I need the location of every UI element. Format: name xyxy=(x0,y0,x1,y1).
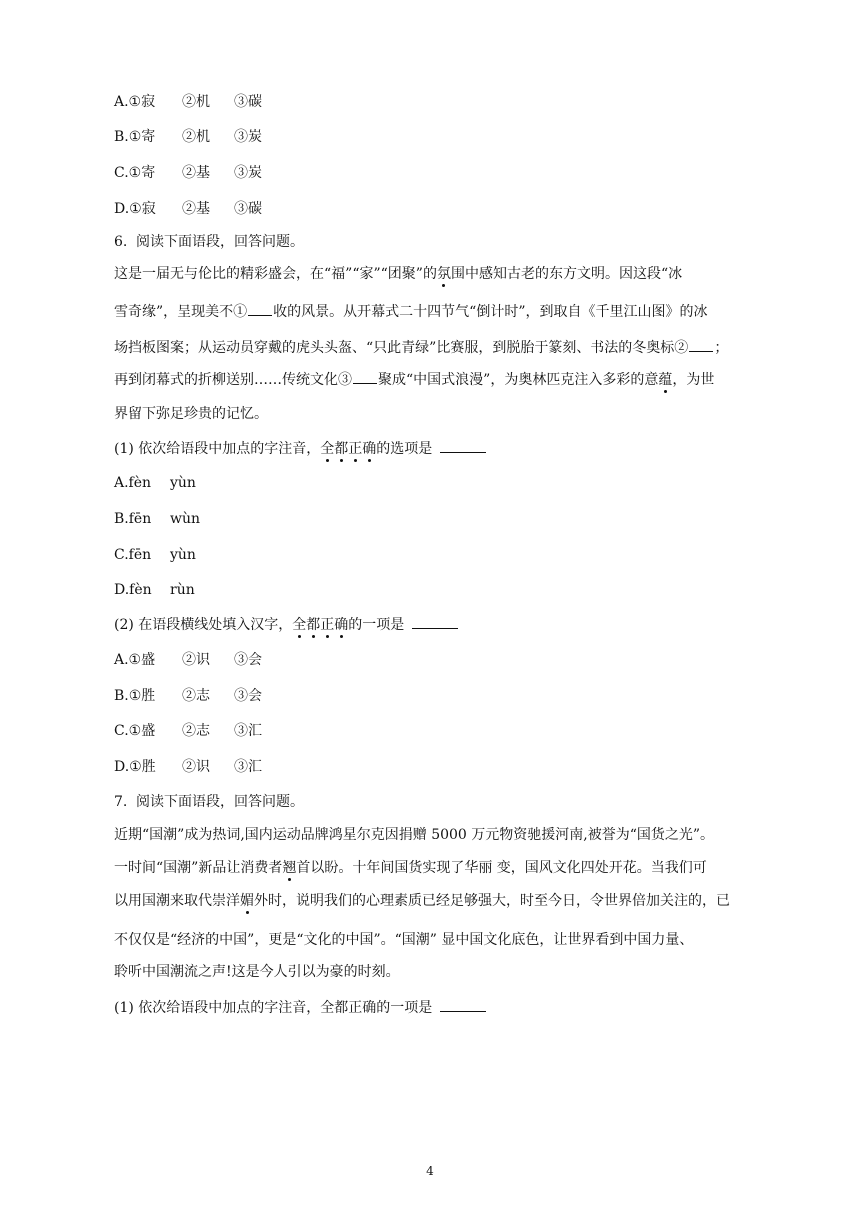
q7-passage-line: 聆听中国潮流之声!这是今人引以为豪的时刻。 xyxy=(114,964,400,980)
q6-passage-line: 界留下弥足珍贵的记忆。 xyxy=(114,406,268,422)
page-number: 4 xyxy=(426,1164,434,1178)
q6-heading: 6. 阅读下面语段，回答问题。 xyxy=(114,234,304,250)
q6-passage-line: 这是一届无与伦比的精彩盛会，在“福”“家”“团聚”的氛围中感知古老的东方文明。因这段“冰 xyxy=(114,266,683,282)
answer-blank xyxy=(412,614,458,629)
q7-passage-line: 一时间“国潮”新品让消费者翘首以盼。十年间国货实现了华丽 变，国风文化四处开花。当我们可 xyxy=(114,860,707,876)
q7-passage-line: 近期“国潮”成为热词,国内运动品牌鸿星尔克因捐赠 5000 万元物资驰援河南,被誉为“国货之光”。 xyxy=(114,827,715,843)
blank-2 xyxy=(689,337,713,352)
q5-option-d: D.①寂 ②基 ③碳 xyxy=(114,201,262,217)
blank-1 xyxy=(248,301,272,316)
q7-heading: 7. 阅读下面语段，回答问题。 xyxy=(114,794,304,810)
q6-sub1-option-d: D.fèn rùn xyxy=(114,582,195,598)
q5-option-a: A.①寂 ②机 ③碳 xyxy=(114,94,262,110)
q6-sub2-option-d: D.①胜 ②识 ③汇 xyxy=(114,759,262,775)
q6-passage-line: 再到闭幕式的折柳送别……传统文化③ 聚成“中国式浪漫”，为奥林匹克注入多彩的意蕴，为世 xyxy=(114,369,714,390)
q6-sub2-option-a: A.①盛 ②识 ③会 xyxy=(114,652,262,668)
q6-passage-line: 场挡板图案；从运动员穿戴的虎头头盔、“只此青绿”比赛服，到脱胎于篆刻、书法的冬奥标② ； xyxy=(114,337,728,358)
q6-sub1-option-b: B.fēn wùn xyxy=(114,511,201,527)
q6-passage-line: 雪奇缘”，呈现美不① 收的风景。从开幕式二十四节气“倒计时”，到取自《千里江山图》的冰 xyxy=(114,301,708,322)
q6-sub2-question: (2) 在语段横线处填入汉字，全都正确的一项是 xyxy=(114,614,458,635)
blank-3 xyxy=(353,369,377,384)
q7-passage-line: 不仅仅是“经济的中国”，更是“文化的中国”。“国潮” 显中国文化底色，让世界看到中国力量、 xyxy=(114,932,694,948)
q5-option-c: C.①寄 ②基 ③炭 xyxy=(114,165,262,181)
q7-sub1-question: (1) 依次给语段中加点的字注音，全都正确的一项是 xyxy=(114,997,486,1018)
q5-option-b: B.①寄 ②机 ③炭 xyxy=(114,129,262,145)
answer-blank xyxy=(440,438,486,453)
q6-sub1-option-c: C.fēn yùn xyxy=(114,547,196,563)
q7-passage-line: 以用国潮来取代崇洋媚外时，说明我们的心理素质已经足够强大，时至今日，令世界倍加关注的，已 xyxy=(114,893,730,909)
q6-sub1-option-a: A.fèn yùn xyxy=(114,475,196,491)
answer-blank xyxy=(440,997,486,1012)
q6-sub2-option-c: C.①盛 ②志 ③汇 xyxy=(114,723,262,739)
q6-sub2-option-b: B.①胜 ②志 ③会 xyxy=(114,688,262,704)
q6-sub1-question: (1) 依次给语段中加点的字注音，全都正确的选项是 xyxy=(114,438,486,459)
